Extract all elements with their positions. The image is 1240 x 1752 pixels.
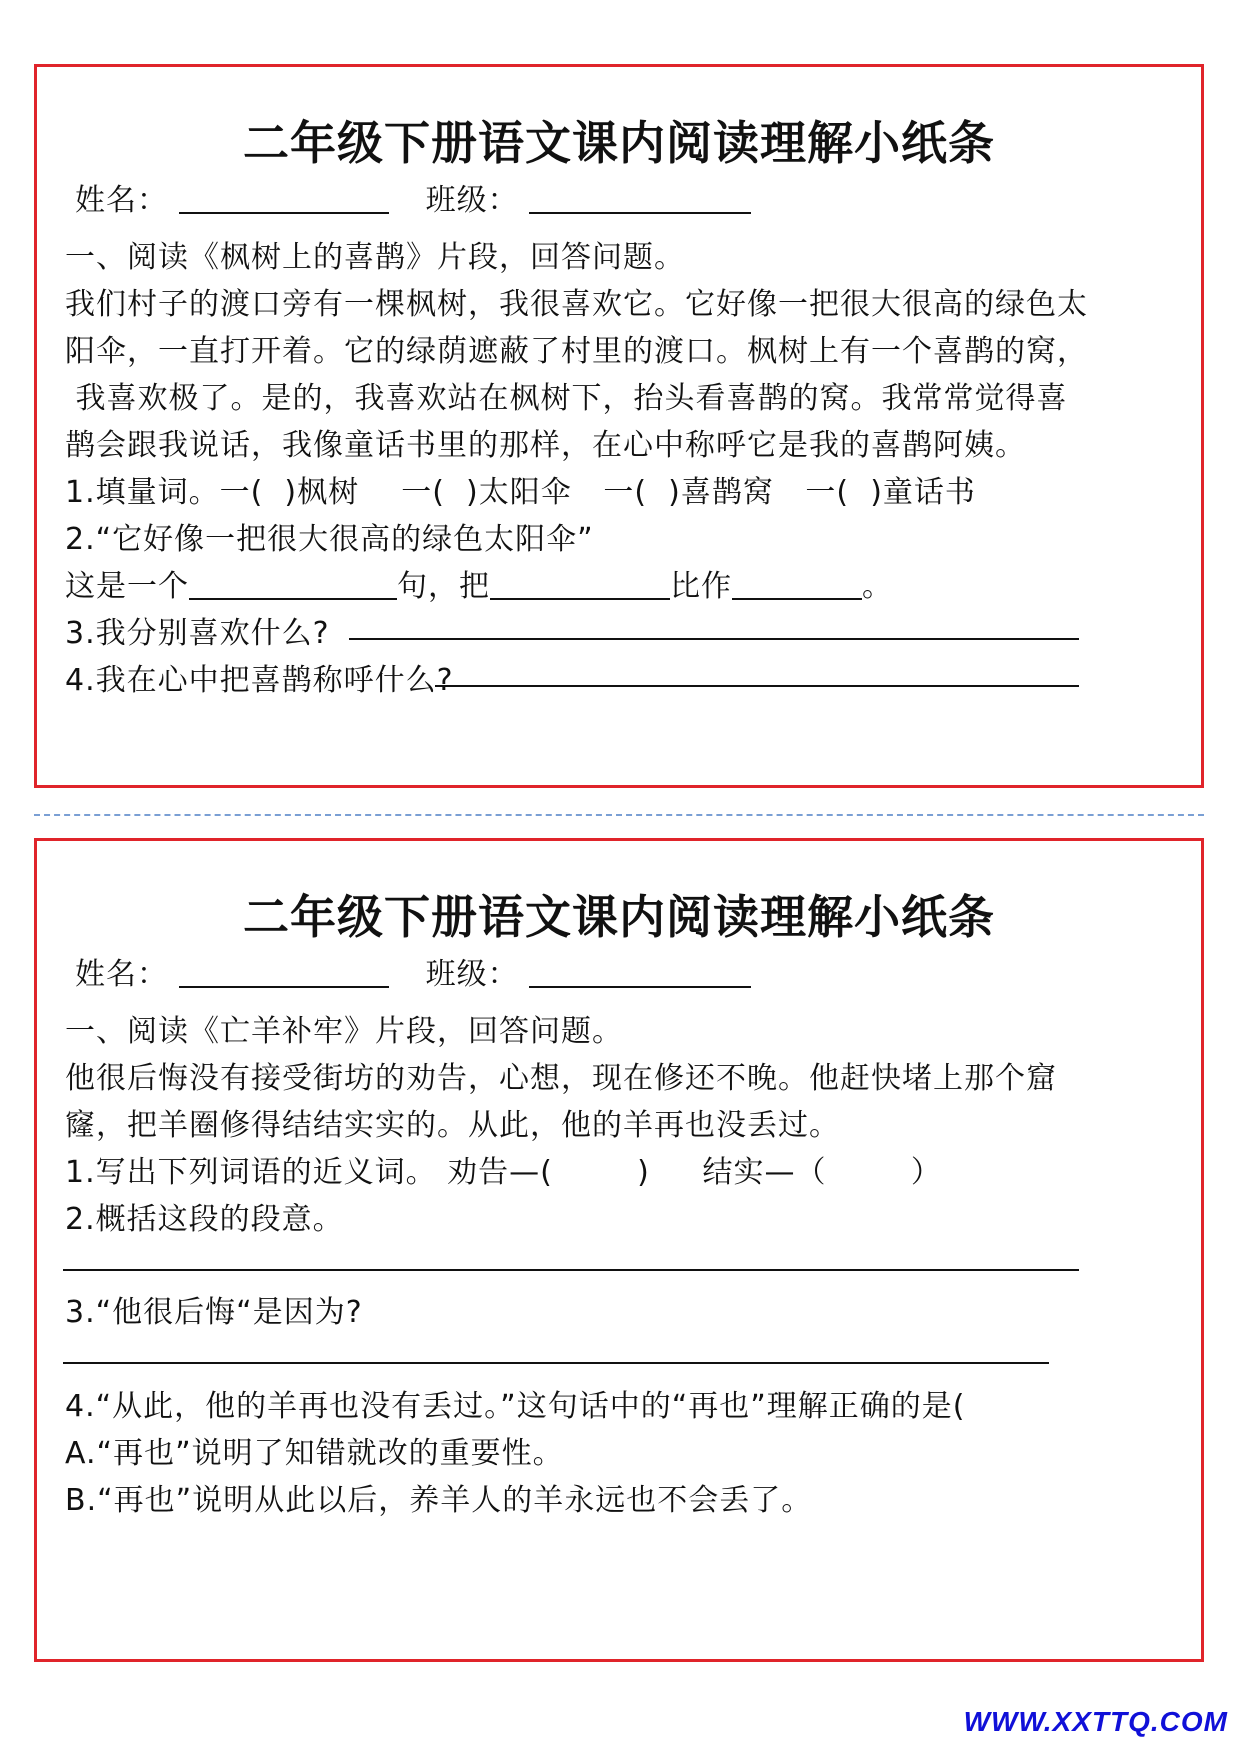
- cut-line: [34, 814, 1204, 816]
- question-2: 2.概括这段的段意。: [65, 1202, 344, 1237]
- answer-line-2[interactable]: [63, 1269, 1079, 1271]
- subject-blank[interactable]: [490, 568, 670, 600]
- question-3: 3.我分别喜欢什么?: [65, 616, 330, 651]
- student-info-row: [75, 949, 751, 993]
- slip-title: 二年级下册语文课内阅读理解小纸条: [243, 116, 995, 170]
- answer-line-3[interactable]: [63, 1362, 1049, 1364]
- passage-line: 鹊会跟我说话，我像童话书里的那样，在心中称呼它是我的喜鹊阿姨。: [65, 428, 1026, 463]
- class-label: 班级：: [425, 183, 519, 218]
- name-field[interactable]: [179, 182, 389, 214]
- option-b: B.“再也”说明从此以后，养羊人的羊永远也不会丢了。: [65, 1483, 813, 1518]
- answer-line-4[interactable]: [435, 685, 1079, 687]
- answer-line-3[interactable]: [349, 638, 1079, 640]
- q2-mid1: 句，把: [397, 569, 490, 604]
- question-1: 1.填量词。一( )枫树 一( )太阳伞 一( )喜鹊窝 一( )童话书: [65, 475, 976, 510]
- section-heading: 一、阅读《枫树上的喜鹊》片段，回答问题。: [65, 240, 685, 275]
- object-blank[interactable]: [732, 568, 862, 600]
- question-1: 1.写出下列词语的近义词。 劝告—( ) 结实—（ ）: [65, 1155, 942, 1190]
- sentence-type-blank[interactable]: [189, 568, 397, 600]
- worksheet-slip-1: [34, 64, 1204, 788]
- question-4: 4.“从此，他的羊再也没有丢过。”这句话中的“再也”理解正确的是(: [65, 1389, 966, 1424]
- class-field[interactable]: [529, 956, 751, 988]
- question-2-fill-row: [65, 561, 893, 605]
- student-info-row: [75, 175, 751, 219]
- q2-end: 。: [862, 569, 893, 604]
- name-label: 姓名：: [75, 957, 168, 992]
- class-label: 班级：: [425, 957, 519, 992]
- option-a: A.“再也”说明了知错就改的重要性。: [65, 1436, 564, 1471]
- worksheet-slip-2: [34, 838, 1204, 1662]
- q2-mid2: 比作: [670, 569, 732, 604]
- site-watermark: WWW.XXTTQ.COM: [963, 1706, 1228, 1737]
- question-3: 3.“他很后悔“是因为?: [65, 1295, 363, 1330]
- slip-title: 二年级下册语文课内阅读理解小纸条: [243, 890, 995, 944]
- question-2: 2.“它好像一把很大很高的绿色太阳伞”: [65, 522, 594, 557]
- name-field[interactable]: [179, 956, 389, 988]
- passage-line: 我们村子的渡口旁有一棵枫树，我很喜欢它。它好像一把很大很高的绿色太: [65, 287, 1088, 322]
- name-label: 姓名：: [75, 183, 168, 218]
- passage-line: 我喜欢极了。是的，我喜欢站在枫树下，抬头看喜鹊的窝。我常常觉得喜: [65, 381, 1068, 416]
- class-field[interactable]: [529, 182, 751, 214]
- question-4: 4.我在心中把喜鹊称呼什么?: [65, 663, 454, 698]
- q2-prefix: 这是一个: [65, 569, 189, 604]
- passage-line: 窿，把羊圈修得结结实实的。从此，他的羊再也没丢过。: [65, 1108, 840, 1143]
- passage-line: 阳伞，一直打开着。它的绿荫遮蔽了村里的渡口。枫树上有一个喜鹊的窝，: [65, 334, 1088, 369]
- passage-line: 他很后悔没有接受街坊的劝告，心想，现在修还不晚。他赶快堵上那个窟: [65, 1061, 1057, 1096]
- section-heading: 一、阅读《亡羊补牢》片段，回答问题。: [65, 1014, 623, 1049]
